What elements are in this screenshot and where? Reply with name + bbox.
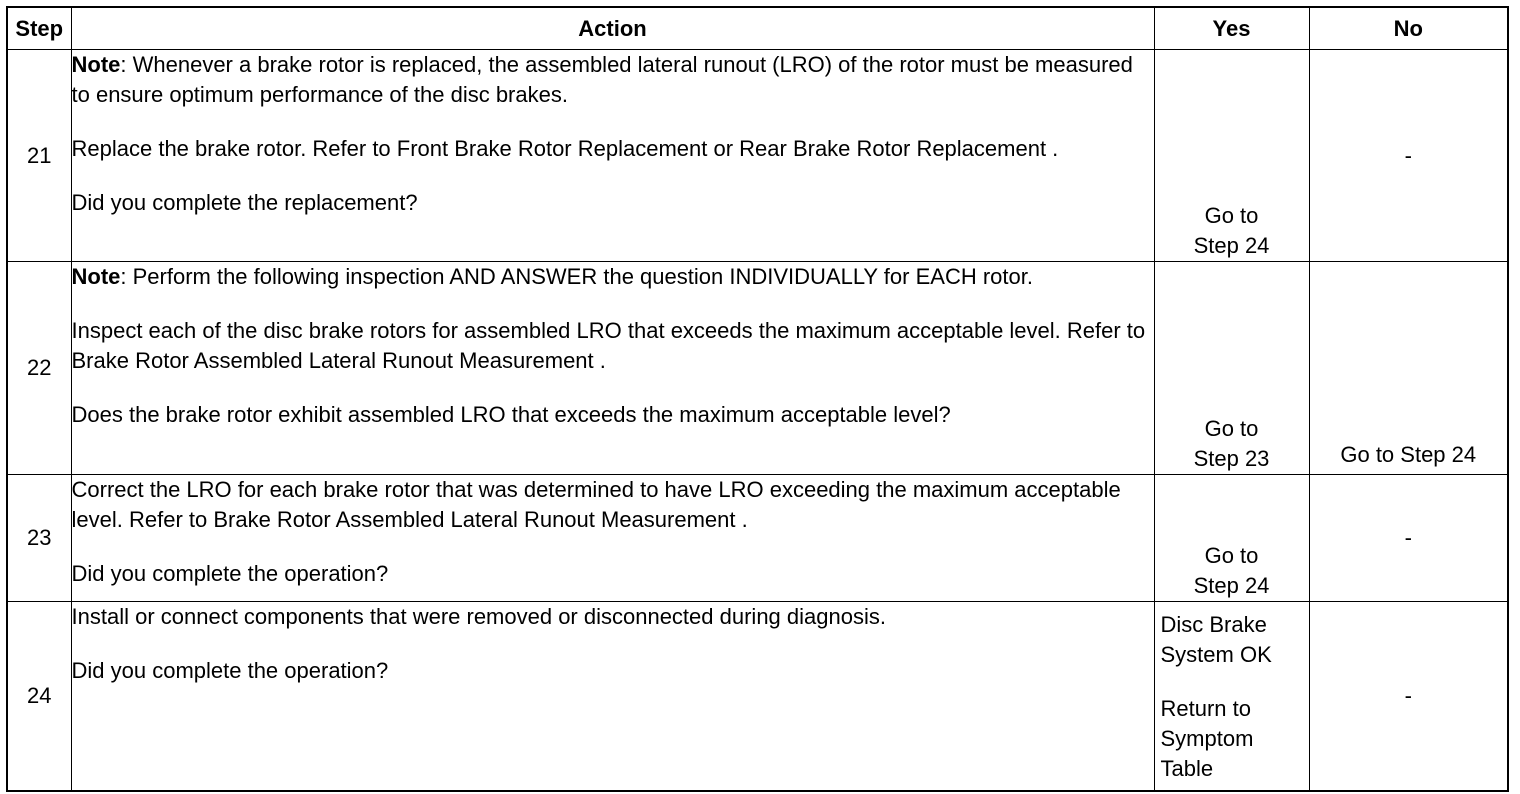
yes-goto-label: Go to xyxy=(1204,416,1259,441)
step-number: 23 xyxy=(7,475,71,602)
question-text: Did you complete the operation? xyxy=(71,561,389,586)
note-paragraph xyxy=(72,262,1154,292)
yes-cell xyxy=(1154,262,1309,475)
header-step: Step xyxy=(7,7,71,50)
step-number: 21 xyxy=(7,50,71,262)
no-cell: - xyxy=(1309,602,1508,791)
yes-goto-label: Go to xyxy=(1204,203,1259,228)
table-row-step-21 xyxy=(7,50,1508,262)
question-text: Did you complete the operation? xyxy=(71,658,389,683)
yes-goto-label: Go to xyxy=(1204,543,1259,568)
yes-goto-step: Step 24 xyxy=(1193,573,1270,598)
note-label: Note xyxy=(71,264,121,289)
action-cell xyxy=(71,475,1154,602)
yes-cell xyxy=(1154,475,1309,602)
table-row-step-22 xyxy=(7,262,1508,475)
yes-result-line-1: Disc Brake xyxy=(1160,612,1267,637)
no-cell: - xyxy=(1309,475,1508,602)
header-action: Action xyxy=(71,7,1154,50)
header-yes: Yes xyxy=(1154,7,1309,50)
header-no: No xyxy=(1309,7,1508,50)
yes-return-line-2: Symptom xyxy=(1160,726,1254,751)
yes-goto-step: Step 24 xyxy=(1193,233,1270,258)
step-number: 24 xyxy=(7,602,71,791)
note-text: : Whenever a brake rotor is replaced, the assembled lateral runout (LRO) of the rotor must be measured to ensure optimum performance of the disc brakes. xyxy=(71,52,1133,107)
yes-result-line-2: System OK xyxy=(1160,642,1272,667)
note-label: Note xyxy=(71,52,121,77)
note-paragraph xyxy=(72,50,1154,110)
action-cell xyxy=(71,602,1154,791)
no-cell: - xyxy=(1309,50,1508,262)
yes-return-line-3: Table xyxy=(1160,756,1214,781)
instruction-text: Correct the LRO for each brake rotor that was determined to have LRO exceeding the maximum acceptable level. Refer to Brake Rotor Assembled Lateral Runout Measurement . xyxy=(71,477,1121,532)
diagnostic-table xyxy=(6,6,1509,792)
action-cell xyxy=(71,50,1154,262)
note-text: : Perform the following inspection AND ANSWER the question INDIVIDUALLY for EACH rotor. xyxy=(120,264,1033,289)
yes-cell xyxy=(1154,602,1309,791)
header-row xyxy=(7,7,1508,50)
action-cell xyxy=(71,262,1154,475)
step-number: 22 xyxy=(7,262,71,475)
instruction-text: Replace the brake rotor. Refer to Front Brake Rotor Replacement or Rear Brake Rotor Replacement . xyxy=(71,136,1059,161)
yes-cell xyxy=(1154,50,1309,262)
table-row-step-24 xyxy=(7,602,1508,791)
yes-return-line-1: Return to xyxy=(1160,696,1251,721)
question-text: Did you complete the replacement? xyxy=(71,190,418,215)
question-text: Does the brake rotor exhibit assembled LRO that exceeds the maximum acceptable level? xyxy=(71,402,951,427)
no-cell: Go to Step 24 xyxy=(1309,262,1508,475)
instruction-text: Inspect each of the disc brake rotors for assembled LRO that exceeds the maximum acceptable level. Refer to Brake Rotor Assembled Lateral Runout Measurement . xyxy=(71,318,1146,373)
yes-goto-step: Step 23 xyxy=(1193,446,1270,471)
instruction-text: Install or connect components that were removed or disconnected during diagnosis. xyxy=(71,604,886,629)
table-row-step-23 xyxy=(7,475,1508,602)
